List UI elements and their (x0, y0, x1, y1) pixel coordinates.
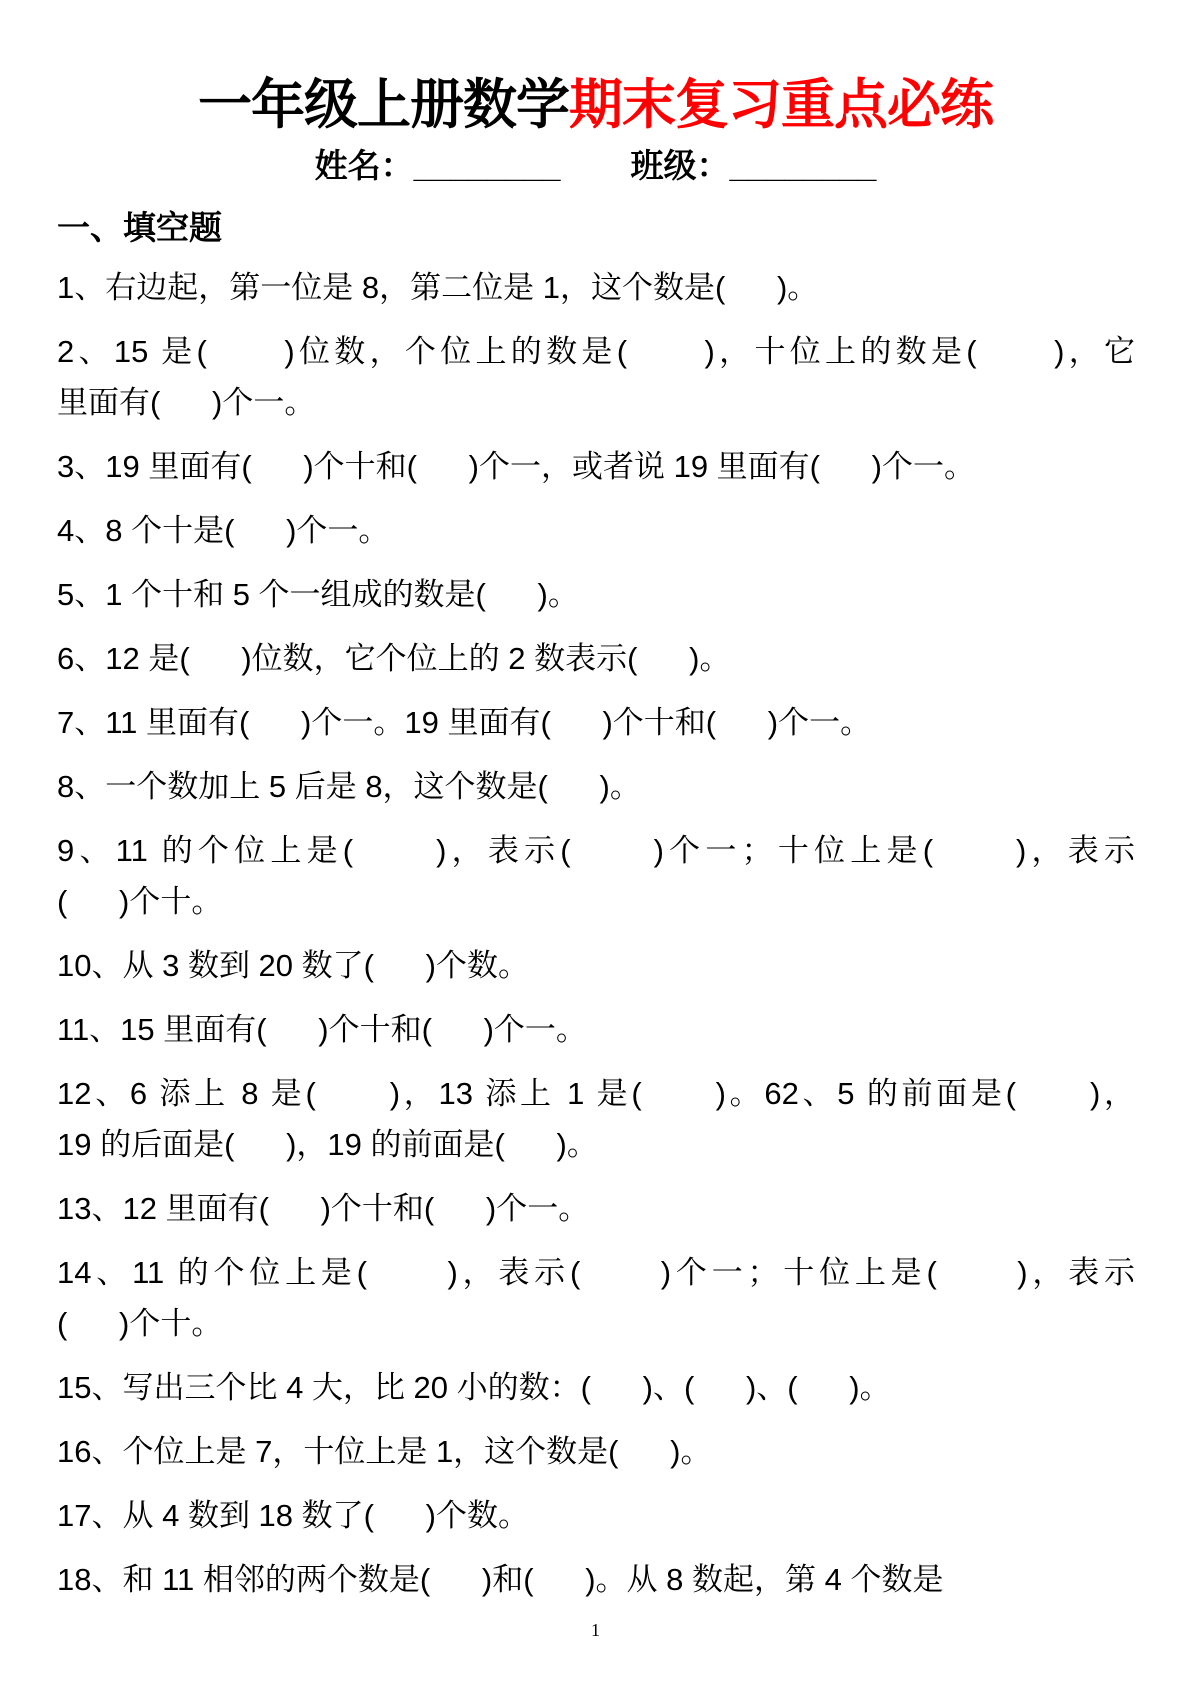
question-line: 14、11 的个位上是( )，表示( )个一；十位上是( )，表示 (57, 1255, 1135, 1290)
question-line: 7、11 里面有( )个一。19 里面有( )个十和( )个一。 (57, 705, 872, 740)
question-line: 5、1 个十和 5 个一组成的数是( )。 (57, 577, 579, 612)
class-label: 班级： (630, 147, 730, 184)
question-line: 15、写出三个比 4 大，比 20 小的数：( )、( )、( )。 (57, 1370, 891, 1405)
question-item (57, 825, 1135, 927)
question-line: 2、15 是( )位数，个位上的数是( )，十位上的数是( )，它 (57, 334, 1135, 369)
question-line: ( )个十。 (57, 1306, 223, 1341)
question-item (57, 326, 1135, 428)
class-blank[interactable]: ________ (729, 147, 877, 184)
question-item (57, 441, 1135, 492)
question-item (57, 569, 1135, 620)
question-line: 19 的后面是( )，19 的前面是( )。 (57, 1127, 598, 1162)
question-item (57, 1426, 1135, 1477)
name-label: 姓名： (314, 147, 414, 184)
question-line: 18、和 11 相邻的两个数是( )和( )。从 8 数起，第 4 个数是 (57, 1562, 944, 1597)
question-line: 17、从 4 数到 18 数了( )个数。 (57, 1498, 529, 1533)
question-line: 11、15 里面有( )个十和( )个一。 (57, 1012, 587, 1047)
title-black: 一年级上册数学 (198, 75, 569, 135)
question-item (57, 1247, 1135, 1349)
question-item (57, 1004, 1135, 1055)
question-item (57, 761, 1135, 812)
question-line: 1、右边起，第一位是 8，第二位是 1，这个数是( )。 (57, 270, 819, 305)
title-red: 期末复习重点必练 (569, 75, 993, 135)
question-item (57, 940, 1135, 991)
page-number: 1 (591, 1620, 600, 1640)
question-item (57, 697, 1135, 748)
question-line: 3、19 里面有( )个十和( )个一，或者说 19 里面有( )个一。 (57, 449, 976, 484)
question-item (57, 1490, 1135, 1541)
question-item (57, 1068, 1135, 1170)
question-line: 8、一个数加上 5 后是 8，这个数是( )。 (57, 769, 641, 804)
question-line: 6、12 是( )位数，它个位上的 2 数表示( )。 (57, 641, 731, 676)
question-item (57, 1183, 1135, 1234)
question-item (57, 1554, 1135, 1605)
question-item (57, 1362, 1135, 1413)
name-blank[interactable]: ________ (413, 147, 561, 184)
question-line: 16、个位上是 7，十位上是 1，这个数是( )。 (57, 1434, 712, 1469)
student-info (0, 140, 1191, 187)
question-line: 9、11 的个位上是( )，表示( )个一；十位上是( )，表示 (57, 833, 1135, 868)
question-line: 4、8 个十是( )个一。 (57, 513, 390, 548)
question-line: ( )个十。 (57, 884, 223, 919)
page-title (0, 62, 1191, 139)
question-line: 10、从 3 数到 20 数了( )个数。 (57, 948, 529, 983)
question-line: 13、12 里面有( )个十和( )个一。 (57, 1191, 590, 1226)
question-line: 里面有( )个一。 (57, 385, 316, 420)
question-item (57, 262, 1135, 313)
question-item (57, 633, 1135, 684)
question-line: 12、6 添上 8 是( )，13 添上 1 是( )。62、5 的前面是( )， (57, 1076, 1135, 1111)
question-list (57, 262, 1135, 1618)
section-heading: 一、填空题 (57, 209, 222, 246)
question-item (57, 505, 1135, 556)
